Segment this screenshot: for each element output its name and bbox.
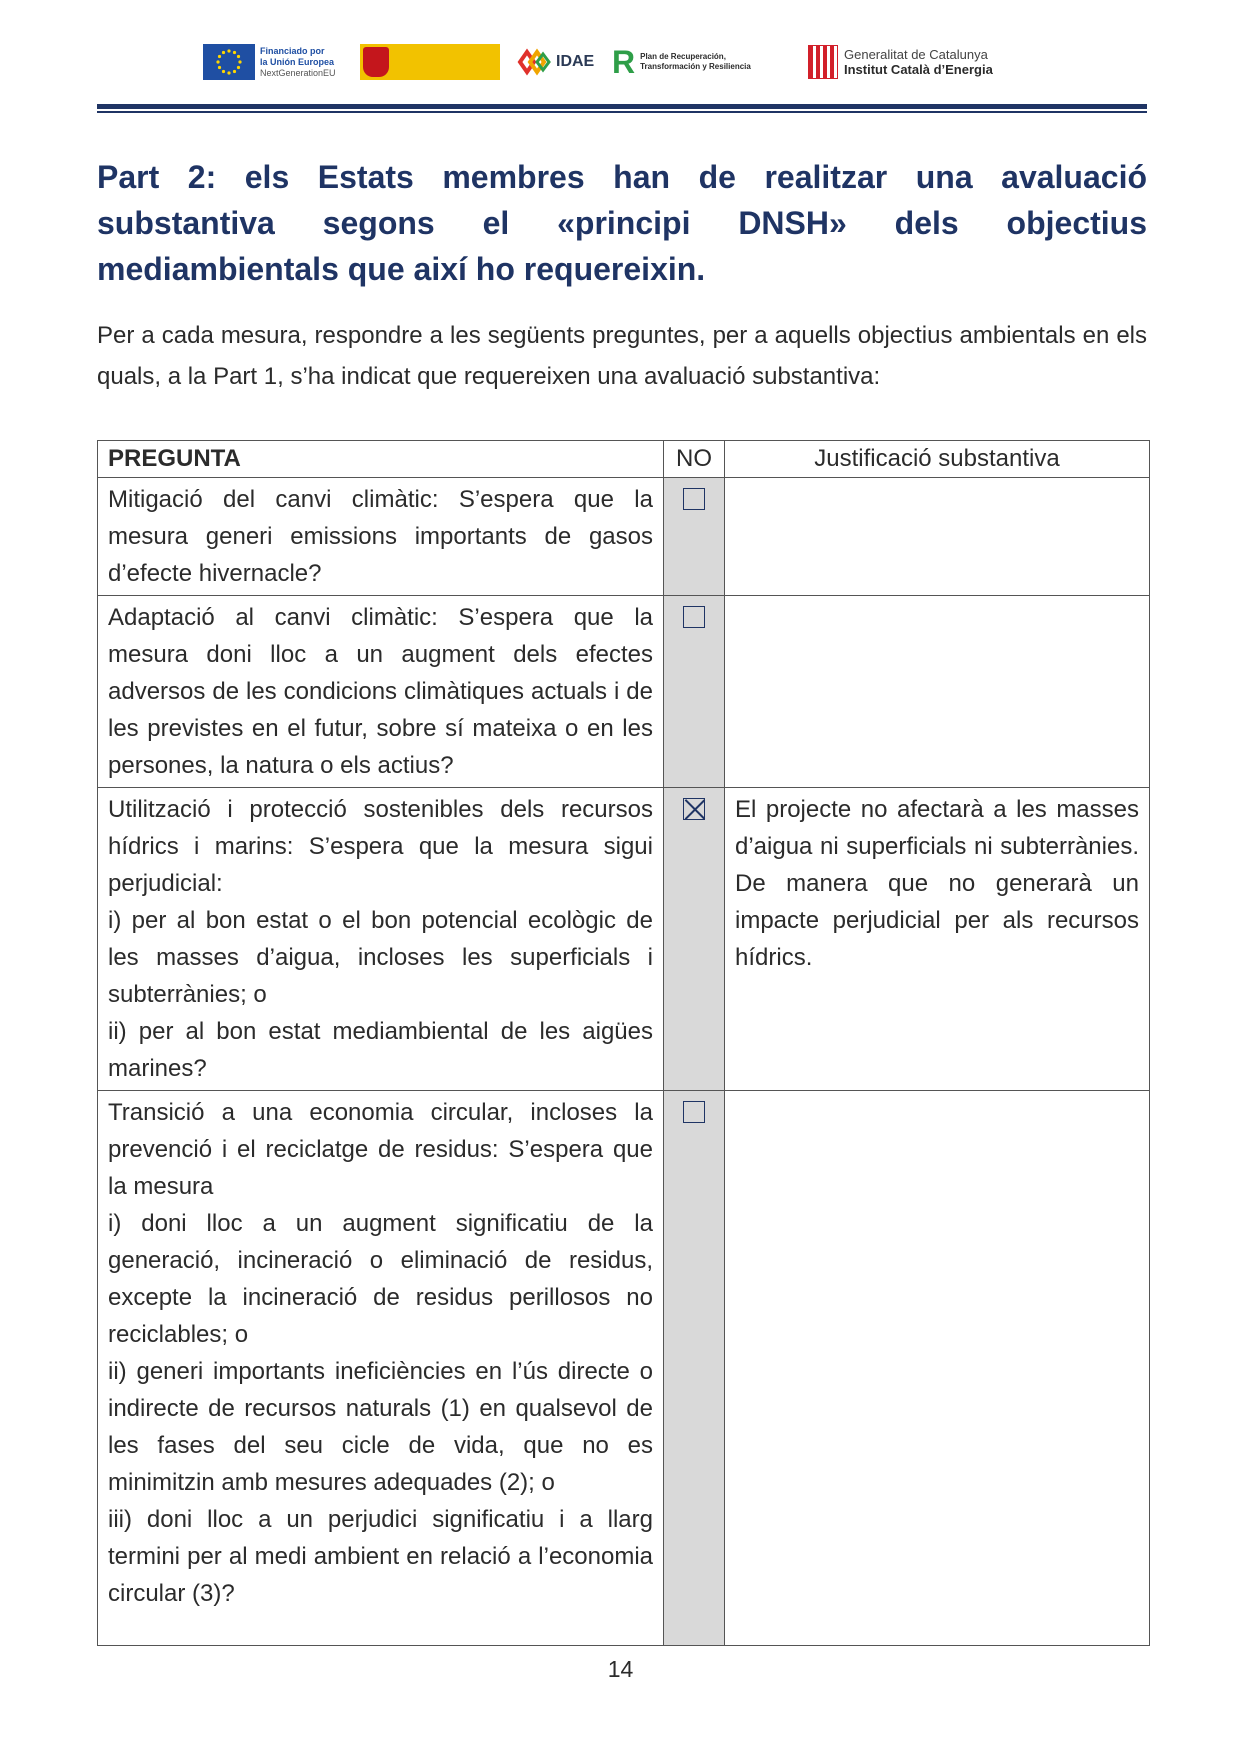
justification-cell — [725, 1091, 1150, 1646]
justification-cell — [725, 596, 1150, 788]
section-heading: Part 2: els Estats membres han de realitzar una avaluació substantiva segons el «principi DNSH» dels objectius mediambientals que així ho requereixin. — [97, 159, 1147, 287]
question-item-ii: ii) per al bon estat mediambiental de les aigües marines? — [108, 1018, 653, 1082]
gencat-line-2: Institut Català d’Energia — [844, 62, 993, 77]
table-row-water-resources — [98, 788, 1150, 1091]
idae-name: IDAE — [556, 53, 595, 70]
question-item-i: i) per al bon estat o el bon potencial ecològic de les masses d’aigua, incloses les superficials i subterrànies; o — [108, 907, 653, 1008]
question-cell — [98, 478, 664, 596]
table-row-circular-economy — [98, 1091, 1150, 1646]
eu-line-3: NextGenerationEU — [260, 67, 336, 78]
table-row-climate-mitigation — [98, 478, 1150, 596]
idae-mark-icon — [516, 47, 552, 77]
no-checkbox-checked[interactable] — [683, 798, 705, 820]
question-cell — [98, 1091, 664, 1646]
idae-logo — [516, 40, 594, 84]
header-question: PREGUNTA — [98, 441, 664, 478]
question-text: Utilització i protecció sostenibles dels recursos hídrics i marins: S’espera que la mesura sigui perjudicial: — [108, 796, 653, 897]
question-text: Transició a una economia circular, incloses la prevenció i el reciclatge de residus: S’espera que la mesura — [108, 1099, 653, 1200]
no-cell — [664, 1091, 725, 1646]
prtr-line-1: Plan de Recuperación, — [640, 52, 726, 61]
gencat-line-1: Generalitat de Catalunya — [844, 47, 988, 62]
senyera-icon — [808, 45, 838, 79]
no-checkbox[interactable] — [683, 488, 705, 510]
intro-paragraph: Per a cada mesura, respondre a les següents preguntes, per a aquells objectius ambientals en els quals, a la Part 1, s’ha indicat que requereixen una avaluació substantiva: — [97, 322, 1147, 390]
question-item-iii: iii) doni lloc a un perjudici significatiu i a llarg termini per al medi ambient en relació a l’economia circular (3)? — [108, 1506, 653, 1607]
no-cell — [664, 788, 725, 1091]
justification-cell — [725, 478, 1150, 596]
header-justification: Justificació substantiva — [725, 441, 1150, 478]
table-header-row — [98, 441, 1150, 478]
prtr-mark: R — [612, 44, 636, 80]
eu-line-2: la Unión Europea — [260, 56, 335, 67]
question-item-i: i) doni lloc a un augment significatiu de la generació, incineració o eliminació de residus, excepte la incineració de residus perillosos no reciclables; o — [108, 1210, 653, 1348]
no-checkbox[interactable] — [683, 1101, 705, 1123]
coat-of-arms-icon — [363, 47, 389, 77]
eu-flag-icon — [203, 44, 255, 80]
gobierno-logo — [360, 44, 500, 80]
header-no: NO — [664, 441, 725, 478]
no-cell — [664, 596, 725, 788]
question-text: Mitigació del canvi climàtic: S’espera que la mesura generi emissions importants de gasos d’efecte hivernacle? — [108, 486, 653, 587]
eu-line-1: Financiado por — [260, 45, 325, 56]
header-rule-thin — [97, 111, 1147, 113]
header-logos — [200, 40, 1040, 90]
no-cell — [664, 478, 725, 596]
question-cell — [98, 596, 664, 788]
gencat-logo — [808, 40, 993, 84]
prtr-logo — [612, 40, 751, 84]
question-cell — [98, 788, 664, 1091]
justification-cell: El projecte no afectarà a les masses d’aigua ni superficials ni subterrànies. De manera que no generarà un impacte perjudicial per als recursos hídrics. — [725, 788, 1150, 1091]
no-checkbox[interactable] — [683, 606, 705, 628]
header-rule-thick — [97, 104, 1147, 109]
page-number: 14 — [607, 1656, 634, 1682]
eu-logo — [203, 40, 336, 84]
dnsh-assessment-table — [97, 440, 1150, 1646]
question-item-ii: ii) generi importants ineficiències en l’ús directe o indirecte de recursos naturals (1) en qualsevol de les fases del seu cicle de vida, que no es minimitzin amb mesures adequades (2); o — [108, 1358, 653, 1496]
prtr-line-2: Transformación y Resiliencia — [640, 62, 751, 71]
table-row-climate-adaptation — [98, 596, 1150, 788]
question-text: Adaptació al canvi climàtic: S’espera que la mesura doni lloc a un augment dels efectes adversos de les condicions climàtiques actuals i de les previstes en el futur, sobre sí mateixa o en les persones, la natura o els actius? — [108, 604, 653, 779]
